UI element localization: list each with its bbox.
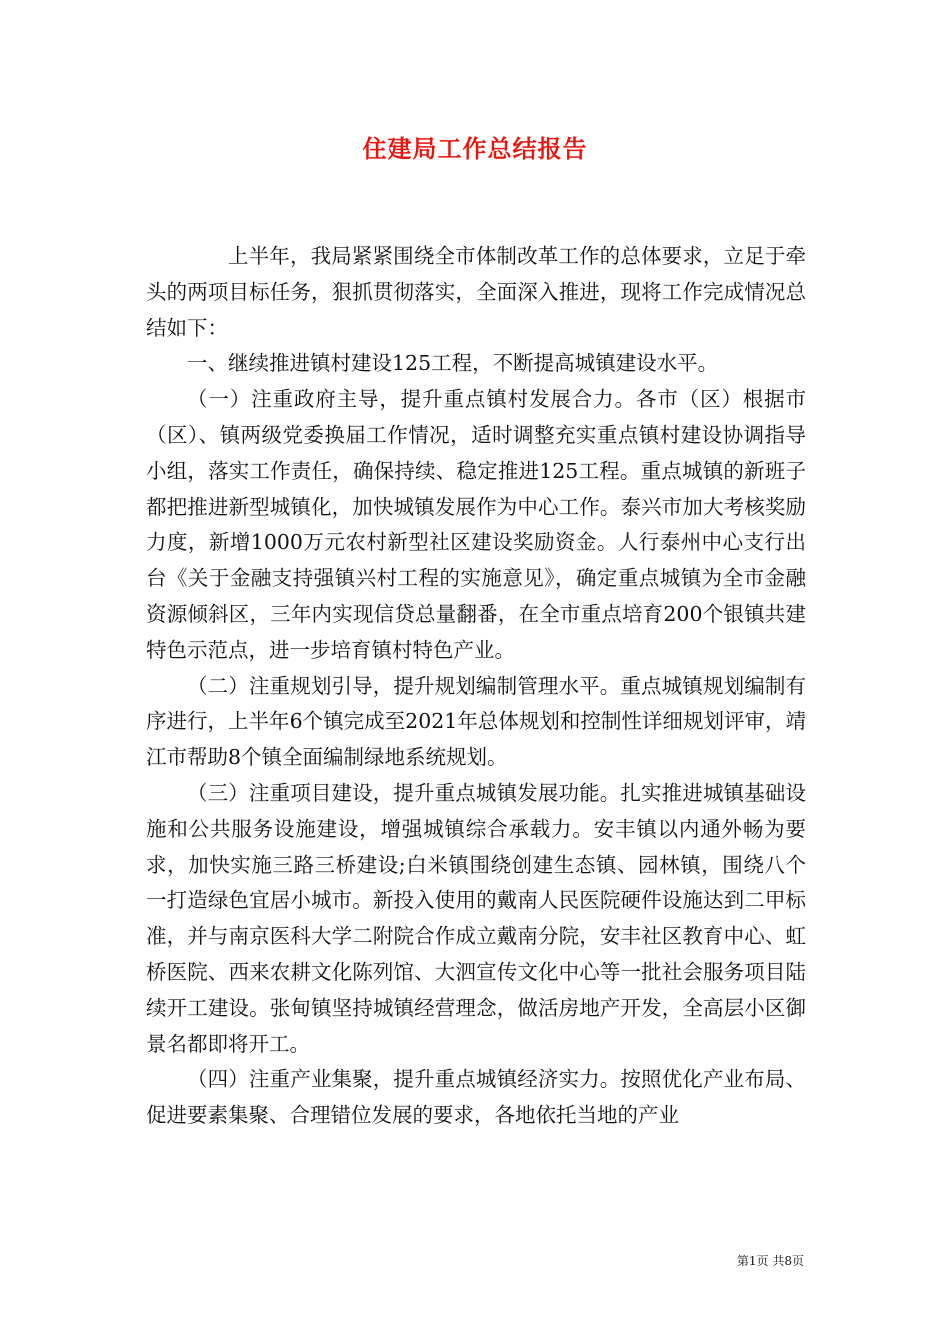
page-number: 第1页 共8页 bbox=[736, 1254, 804, 1268]
paragraph-item-4: （四）注重产业集聚，提升重点城镇经济实力。按照优化产业布局、促进要素集聚、合理错位发展的要求，各地依托当地的产业 bbox=[146, 1067, 806, 1128]
document-title: 住建局工作总结报告 bbox=[362, 134, 588, 163]
paragraph-item-1: （一）注重政府主导，提升重点镇村发展合力。各市（区）根据市（区）、镇两级党委换届工作情况，适时调整充实重点镇村建设协调指导小组，落实工作责任，确保持续、稳定推进125工程。重点城镇的新班子都把推进新型城镇化，加快城镇发展作为中心工作。泰兴市加大考核奖励力度，新增1000万元农村新型社区建设奖励资金。人行泰州中心支行出台《关于金融支持强镇兴村工程的实施意见》，确定重点城镇为全市金融资源倾斜区，三年内实现信贷总量翻番，在全市重点培育200个银镇共建特色示范点，进一步培育镇村特色产业。 bbox=[146, 387, 806, 662]
paragraph-item-3: （三）注重项目建设，提升重点城镇发展功能。扎实推进城镇基础设施和公共服务设施建设，增强城镇综合承载力。安丰镇以内通外畅为要求，加快实施三路三桥建设;白米镇围绕创建生态镇、园林镇，围绕八个一打造绿色宜居小城市。新投入使用的戴南人民医院硬件设施达到二甲标准，并与南京医科大学二附院合作成立戴南分院，安丰社区教育中心、虹桥医院、西来农耕文化陈列馆、大泗宣传文化中心等一批社会服务项目陆续开工建设。张甸镇坚持城镇经营理念，做活房地产开发，全高层小区御景名都即将开工。 bbox=[146, 780, 806, 1056]
paragraph-section-heading: 一、继续推进镇村建设125工程，不断提高城镇建设水平。 bbox=[187, 351, 719, 376]
document-body bbox=[146, 239, 806, 1134]
paragraph-intro: 上半年，我局紧紧围绕全市体制改革工作的总体要求，立足于牵头的两项目标任务，狠抓贯彻落实，全面深入推进，现将工作完成情况总结如下： bbox=[146, 244, 806, 340]
paragraph-item-2: （二）注重规划引导，提升规划编制管理水平。重点城镇规划编制有序进行，上半年6个镇完成至2021年总体规划和控制性详细规划评审，靖江市帮助8个镇全面编制绿地系统规划。 bbox=[146, 673, 806, 770]
